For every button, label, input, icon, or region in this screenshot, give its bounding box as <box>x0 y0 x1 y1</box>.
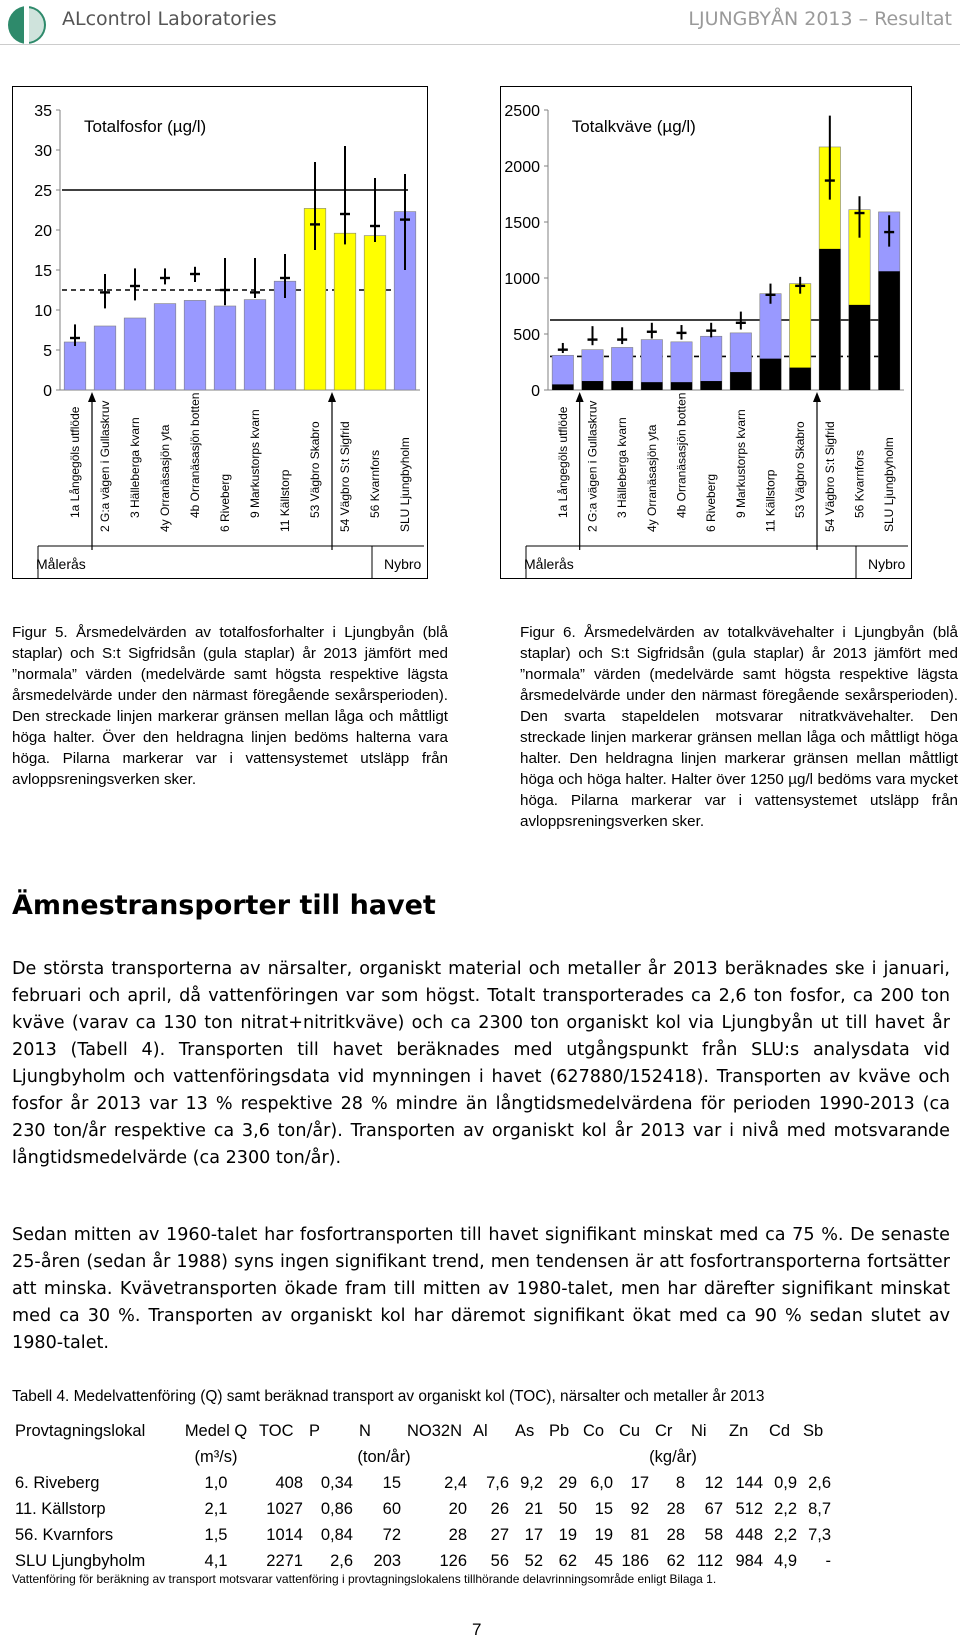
y-tick-label: 5 <box>43 343 52 360</box>
category-label: 2 G:a vägen i Gullaskruv <box>585 400 600 532</box>
y-tick-label: 2500 <box>504 103 540 120</box>
category-label: 1a Långegöls utflöde <box>68 406 82 518</box>
th-al: Al <box>473 1421 488 1440</box>
table-cell-location: 11. Källstorp <box>15 1499 106 1518</box>
category-label: 3 Hälleberga kvarn <box>615 417 630 518</box>
table-cell: 2,2 <box>774 1525 797 1544</box>
table-cell: 28 <box>666 1499 685 1518</box>
category-label: 54 Vägbro S:t Sigfrid <box>822 421 837 532</box>
y-tick-label: 25 <box>34 183 52 200</box>
table-cell: 408 <box>275 1473 303 1492</box>
nitrate-bar <box>878 271 899 390</box>
category-label: 56 Kvarnfors <box>368 449 382 518</box>
table-cell: 19 <box>594 1525 613 1544</box>
nitrate-bar <box>760 359 781 390</box>
table-cell: 2,1 <box>204 1499 228 1518</box>
bar <box>124 318 146 390</box>
figure5-caption: Figur 5. Årsmedelvärden av totalfosforhalter i Ljungbyån (blå staplar) och S:t Sigfridsån (gula staplar) år 2013 jämfört med ”normala” värden (medelvärde samt högsta respektive lägsta årsmedelvärde under den närmast föregående sexårsperioden). Den streckade linjen markerar gränsen mellan låga och måttligt höga halter. Över den heldragna linjen bedöms halterna vara höga. Pilarna markerar var i vattensystemet utsläpp från avloppsreningsverken sker. <box>12 624 448 788</box>
table-cell: 27 <box>490 1525 509 1544</box>
category-label: 6 Riveberg <box>218 473 232 532</box>
bar <box>184 300 206 390</box>
category-label: 53 Vägbro Skabro <box>793 421 808 518</box>
table-cell: 6,0 <box>590 1473 613 1492</box>
paragraph-2: Sedan mitten av 1960-talet har fosfortransporten till havet signifikant minskat med ca 75 %. De senaste 25-åren (sedan år 1988) syns ingen signifikant trend, men tendensen är att fosfortransporterna fortsätter att minska. Kvävetransporten ökade fram till mitten av 1980-talet, men har därefter signifikant minskat med ca 30 %. Transporten av organiskt kol har däremot signifikant ökat med ca 90 % sedan slutet av 1980-talet. <box>12 1225 950 1353</box>
unit-ton: (ton/år) <box>357 1447 411 1466</box>
bar <box>364 236 386 390</box>
table-cell: 45 <box>594 1551 613 1570</box>
unit-kg: (kg/år) <box>649 1447 697 1466</box>
table-row <box>12 1470 834 1496</box>
table-cell: 29 <box>558 1473 577 1492</box>
table-cell-location: 6. Riveberg <box>15 1473 100 1492</box>
paragraph-1: De största transporterna av närsalter, organiskt material och metaller år 2013 beräknades ske i januari, februari och april, då vattenföringen var som högst. Totalt transporterades ca 2,6 ton fosfor, ca 200 ton kväve (varav ca 130 ton nitrat+nitritkväve) och ca 2300 ton organiskt kol via Ljungbyån ut till havet år 2013 (Tabell 4). Transporten till havet beräknades med utgångspunkt från SLU:s analysdata vid Ljungbyholm och vattenföringsdata vid mynningen i havet (627880/152418). Transporten av kväve och fosfor år 2013 var 13 % respektive 28 % mindre än långtidsmedelvärdena för perioden 1990-2013 (ca 230 ton/år respektive ca 3,6 ton/år). Transporten av organiskt kol år 2013 var i nivå med motsvarande långtidsmedelvärde (ca 2300 ton/år). <box>12 959 950 1168</box>
table-cell: 2,6 <box>808 1473 831 1492</box>
table-row <box>12 1522 834 1548</box>
brand-name: ALcontrol Laboratories <box>62 8 277 30</box>
transport-table <box>12 1418 834 1574</box>
page-number: 7 <box>472 1620 482 1639</box>
table-row <box>12 1548 834 1574</box>
section-heading: Ämnestransporter till havet <box>12 890 436 921</box>
right-location-label: Nybro <box>868 556 906 572</box>
table-row <box>12 1496 834 1522</box>
nitrate-bar <box>671 382 692 390</box>
y-tick-label: 0 <box>531 383 540 400</box>
bar <box>214 306 236 390</box>
y-tick-label: 20 <box>34 223 52 240</box>
table-cell: 67 <box>704 1499 723 1518</box>
category-label: 4y Orranäsasjön yta <box>644 424 659 532</box>
table-units-row <box>12 1444 834 1470</box>
left-location-label: Målerås <box>524 556 574 572</box>
nitrate-bar <box>849 305 870 390</box>
table-cell: 7,3 <box>808 1525 831 1544</box>
table-cell: 50 <box>558 1499 577 1518</box>
table-cell: 15 <box>594 1499 613 1518</box>
y-tick-label: 10 <box>34 303 52 320</box>
page-header <box>0 0 960 44</box>
category-label: 53 Vägbro Skabro <box>308 421 322 518</box>
th-as: As <box>515 1421 535 1440</box>
bar <box>244 300 266 390</box>
y-tick-label: 30 <box>34 143 52 160</box>
th-pb: Pb <box>549 1421 570 1440</box>
table-cell: 112 <box>696 1551 723 1570</box>
table-cell: 15 <box>382 1473 401 1492</box>
table-cell: 0,9 <box>774 1473 797 1492</box>
category-label: 9 Markustorps kvarn <box>248 409 262 518</box>
table-cell: 9,2 <box>520 1473 543 1492</box>
th-zn: Zn <box>729 1421 749 1440</box>
table-cell-location: 56. Kvarnfors <box>15 1525 114 1544</box>
table-cell: 28 <box>666 1525 685 1544</box>
nitrate-bar <box>700 381 721 390</box>
table-cell: 0,86 <box>320 1499 353 1518</box>
table-cell: - <box>825 1551 831 1570</box>
category-label: 3 Hälleberga kvarn <box>128 417 142 518</box>
th-toc: TOC <box>259 1421 294 1440</box>
table-cell: 1,5 <box>204 1525 228 1544</box>
th-sb: Sb <box>803 1421 824 1440</box>
table-cell: 2,6 <box>330 1551 353 1570</box>
table-cell: 28 <box>448 1525 467 1544</box>
chart-totalkvave <box>500 86 912 579</box>
y-tick-label: 2000 <box>504 159 540 176</box>
table-cell: 126 <box>439 1551 467 1570</box>
category-label: 4y Orranäsasjön yta <box>158 424 172 532</box>
nitrate-bar <box>730 372 751 390</box>
table-cell: 19 <box>558 1525 577 1544</box>
bar <box>64 342 86 390</box>
table-caption: Tabell 4. Medelvattenföring (Q) samt beräknad transport av organiskt kol (TOC), närsalter och metaller år 2013 <box>12 1388 765 1405</box>
chart-totalfosfor <box>12 86 428 579</box>
unit-q: (m³/s) <box>194 1447 238 1466</box>
th-cr: Cr <box>655 1421 673 1440</box>
category-label: 2 G:a vägen i Gullaskruv <box>98 400 112 532</box>
category-label: 1a Långegöls utflöde <box>555 406 570 518</box>
table-cell: 56 <box>490 1551 509 1570</box>
table-cell: 21 <box>524 1499 543 1518</box>
table-cell: 1027 <box>266 1499 303 1518</box>
category-label: 11 Källstorp <box>763 469 778 532</box>
y-tick-label: 15 <box>34 263 52 280</box>
category-label: SLU Ljungbyholm <box>398 437 412 532</box>
table-cell: 26 <box>490 1499 509 1518</box>
category-label: 4b Orranäsasjön botten <box>674 392 689 518</box>
table-cell: 58 <box>704 1525 723 1544</box>
table-cell-location: SLU Ljungbyholm <box>15 1551 146 1570</box>
table-cell: 7,6 <box>486 1473 509 1492</box>
table-cell: 17 <box>630 1473 649 1492</box>
table-cell: 186 <box>621 1551 649 1570</box>
nitrate-bar <box>611 381 632 390</box>
table-cell: 4,9 <box>774 1551 797 1570</box>
table-cell: 144 <box>735 1473 763 1492</box>
category-label: SLU Ljungbyholm <box>882 437 897 532</box>
th-cu: Cu <box>619 1421 641 1440</box>
category-label: 11 Källstorp <box>278 469 292 532</box>
nitrate-bar <box>582 381 603 390</box>
table-cell: 8 <box>675 1473 685 1492</box>
table-cell: 20 <box>448 1499 467 1518</box>
category-label: 6 Riveberg <box>704 473 719 532</box>
alcontrol-logo-icon <box>6 4 48 46</box>
table-cell: 984 <box>735 1551 763 1570</box>
y-tick-label: 1000 <box>504 271 540 288</box>
table-cell: 92 <box>630 1499 649 1518</box>
th-no32n: NO32N <box>407 1421 463 1440</box>
nitrate-bar <box>819 249 840 390</box>
th-p: P <box>309 1421 321 1440</box>
y-tick-label: 35 <box>34 103 52 120</box>
table-footnote: Vattenföring för beräkning av transport motsvarar vattenföring i provtagningslokalens tillhörande delavrinningsområde enligt Bilaga 1. <box>12 1572 717 1586</box>
table-cell: 4,1 <box>204 1551 228 1570</box>
table-cell: 1,0 <box>204 1473 228 1492</box>
table-cell: 2,2 <box>774 1499 797 1518</box>
category-label: 56 Kvarnfors <box>852 449 867 518</box>
table-cell: 1014 <box>266 1525 303 1544</box>
table-cell: 60 <box>382 1499 401 1518</box>
chart-title: Totalfosfor (µg/l) <box>84 117 207 136</box>
nitrate-bar <box>552 384 573 390</box>
table-cell: 203 <box>373 1551 401 1570</box>
table-cell: 12 <box>704 1473 723 1492</box>
nitrate-bar <box>789 368 810 390</box>
table-cell: 448 <box>735 1525 763 1544</box>
table-cell: 0,34 <box>320 1473 353 1492</box>
nitrate-bar <box>641 382 662 390</box>
table-cell: 2,4 <box>444 1473 467 1492</box>
table-header-row <box>12 1418 834 1444</box>
category-label: 4b Orranäsasjön botten <box>188 392 202 518</box>
table-cell: 72 <box>382 1525 401 1544</box>
y-tick-label: 0 <box>43 383 52 400</box>
left-location-label: Målerås <box>36 556 86 572</box>
chart-title: Totalkväve (µg/l) <box>571 117 696 136</box>
y-tick-label: 1500 <box>504 215 540 232</box>
table-cell: 52 <box>524 1551 543 1570</box>
th-cd: Cd <box>769 1421 791 1440</box>
bar <box>334 233 356 390</box>
category-label: 54 Vägbro S:t Sigfrid <box>338 421 352 532</box>
header-report-title: LJUNGBYÅN 2013 – Resultat <box>688 8 952 30</box>
table-cell: 2271 <box>266 1551 303 1570</box>
table-cell: 8,7 <box>808 1499 831 1518</box>
category-label: 9 Markustorps kvarn <box>733 409 748 518</box>
table-cell: 512 <box>735 1499 763 1518</box>
bar <box>154 304 176 390</box>
th-n: N <box>359 1421 371 1440</box>
th-q: Medel Q <box>184 1421 248 1440</box>
table-cell: 0,84 <box>320 1525 353 1544</box>
th-co: Co <box>583 1421 605 1440</box>
header-divider <box>0 44 960 45</box>
th-ni: Ni <box>691 1421 707 1440</box>
table-cell: 81 <box>630 1525 649 1544</box>
y-tick-label: 500 <box>513 327 540 344</box>
table-cell: 62 <box>666 1551 685 1570</box>
figure6-caption: Figur 6. Årsmedelvärden av totalkvävehalter i Ljungbyån (blå staplar) och S:t Sigfridsån (gula staplar) år 2013 jämfört med ”normala” värden (medelvärde samt högsta respektive lägsta årsmedelvärde under den närmast föregående sexårsperioden). Den svarta stapeldelen motsvarar nitratkvävehalter. Den streckade linjen markerar gränsen mellan låga och måttligt höga halter. Den heldragna linjen markerar gränsen mellan måttligt höga och höga halter. Halter över 1250 µg/l bedöms vara mycket höga. Pilarna markerar var i vattensystemet utsläpp från avloppsreningsverken sker. <box>520 624 958 830</box>
th-location: Provtagningslokal <box>15 1421 146 1440</box>
table-cell: 17 <box>524 1525 543 1544</box>
table-cell: 62 <box>558 1551 577 1570</box>
bar <box>94 326 116 390</box>
right-location-label: Nybro <box>384 556 422 572</box>
